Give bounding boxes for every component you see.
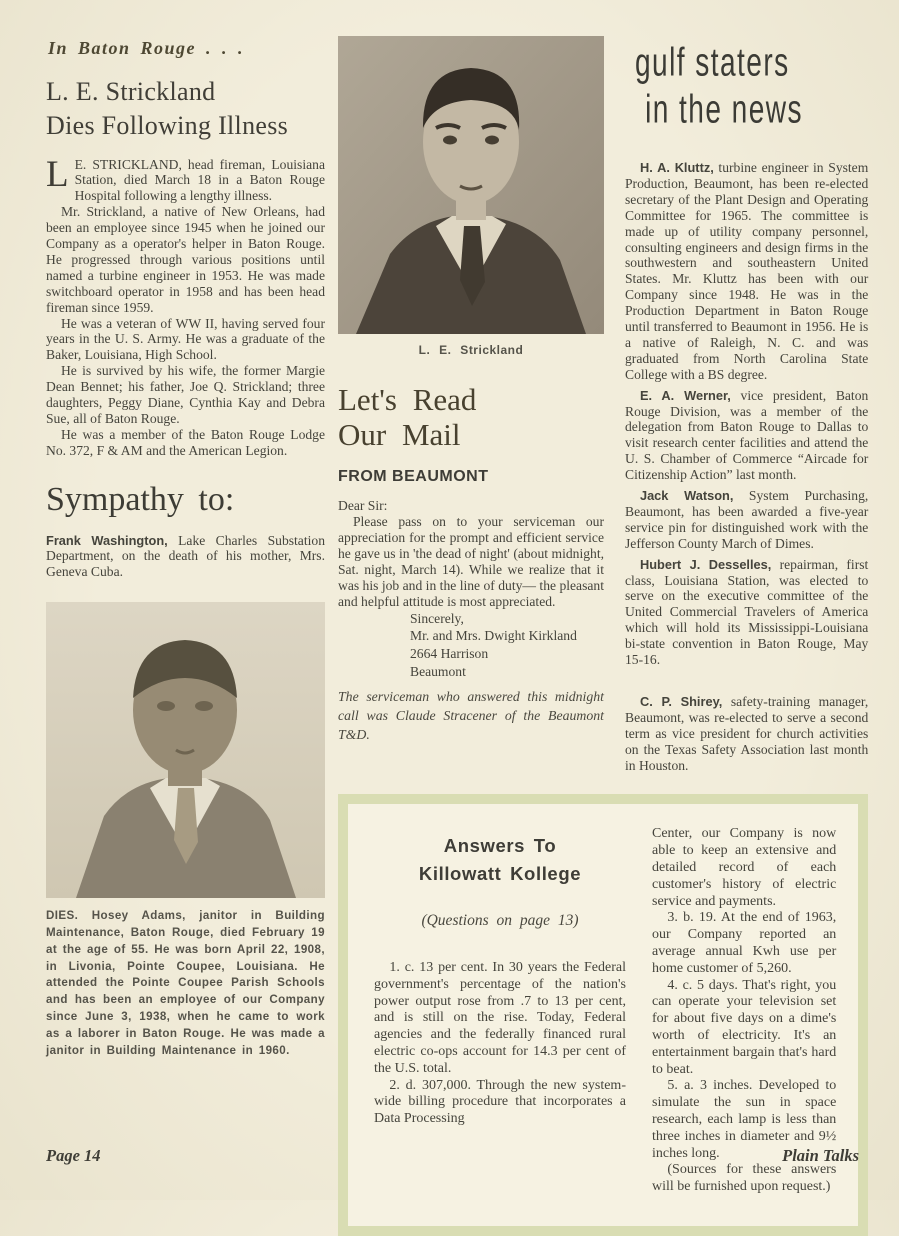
sympathy-name: Frank Washington, bbox=[46, 532, 168, 548]
kollege-column-2 bbox=[652, 826, 836, 1196]
kollege-title-line2: Killowatt Kollege bbox=[418, 863, 582, 885]
news-column bbox=[621, 36, 868, 778]
news-item bbox=[625, 694, 868, 774]
news-heading bbox=[625, 40, 868, 142]
news-item bbox=[625, 488, 868, 552]
headline-line2: Dies Following Illness bbox=[46, 110, 289, 140]
mail-heading-line1: Let's Read bbox=[338, 382, 477, 417]
news-item-name: Jack Watson, bbox=[639, 487, 734, 503]
news-item-text: System Purchasing, Beaumont, has been awarded a five-year service pin for distinguished work with the Jefferson County March of Dimes. bbox=[625, 487, 869, 551]
hosey-adams-portrait-art bbox=[46, 602, 325, 898]
news-item bbox=[625, 160, 868, 383]
adams-caption bbox=[46, 908, 325, 1059]
mail-subhead: FROM BEAUMONT bbox=[338, 468, 489, 486]
strickland-caption: L. E. Strickland bbox=[418, 343, 524, 357]
strickland-photo bbox=[338, 36, 604, 334]
news-item-text: turbine engineer in System Production, Beaumont, has been re-elected secretary of the Plant Design and Operating Committee for 1965. The committee is made up of utility company personnel, consulting engineers and design firms in the southwestern and southeastern United States. Mr. Kluttz has been with our Company since 1948. He was in the Production Department in Baton Rouge until transferred to Beaumont in 1956. He is a native of Raleigh, N. C. and was graduated from North Carolina State College with a BS degree. bbox=[625, 160, 869, 382]
kollege-answer-1: 1. c. 13 per cent. In 30 years the Federal government's percentage of the nation's power output rose from .7 to 13 per cent, and is still on the rise. Today, Federal agencies and the federally financed rural electric co-ops account for 14.3 per cent of the U.S. total. bbox=[374, 959, 626, 1076]
sympathy-heading: Sympathy to: bbox=[46, 480, 235, 518]
mail-postscript: The serviceman who answered this midnight call was Claude Stracener of the Beaumont T&D. bbox=[338, 689, 604, 742]
news-item-text: safety-training manager, Beaumont, was re-elected to serve a second term as vice president for church activities on the Texas Safety Association last month in Houston. bbox=[625, 693, 869, 773]
adams-caption-lead: DIES. bbox=[46, 909, 79, 923]
obituary-paragraph: He is survived by his wife, the former Margie Dean Bennet; his father, Joe Q. Strickland; three daughters, Peggy Diane, Cynthia Kay and Debra Sue, all of Baton Rouge. bbox=[46, 363, 325, 426]
mail-salutation: Dear Sir: bbox=[338, 498, 388, 514]
page-number: Page 14 bbox=[46, 1146, 101, 1165]
obituary-paragraph: He was a veteran of WW II, having served four years in the U. S. Army. He was a graduate of the Baker, Louisiana, High School. bbox=[46, 315, 325, 363]
news-item-name: C. P. Shirey, bbox=[639, 693, 723, 709]
news-item-name: Hubert J. Desselles, bbox=[639, 556, 772, 572]
sympathy-paragraph bbox=[46, 533, 325, 581]
news-item-name: E. A. Werner, bbox=[639, 387, 731, 403]
middle-column bbox=[338, 36, 604, 778]
sympathy-text: Lake Charles Substation Department, on the death of his mother, Mrs. Geneva Cuba. bbox=[46, 532, 325, 580]
news-item-text: repairman, first class, Louisiana Station, was elected to serve on the executive committee of the United Commercial Travelers of America which will hold its Mississippi-Louisiana bi-state convention in Baton Rouge, May 15-16. bbox=[625, 556, 869, 668]
obituary-headline bbox=[46, 75, 325, 143]
mail-heading-line2: Our Mail bbox=[338, 416, 461, 452]
left-column bbox=[46, 36, 325, 1236]
page-footer bbox=[46, 1146, 859, 1166]
kollege-title bbox=[374, 832, 626, 888]
killowatt-kollege-box bbox=[338, 794, 868, 1236]
mail-heading bbox=[338, 383, 604, 452]
news-item bbox=[625, 388, 868, 483]
adams-caption-text: Hosey Adams, janitor in Building Maintenance, Baton Rouge, died February 19 at the age of 55. He was born April 22, 1908, in Livonia, Pointe Coupee, Louisiana. He attended the Pointe Coupee Parish Schools and has been an employee of our Company since June 3, 1938, when he came to work as a laborer in Baton Rouge. He was made a janitor in Building Maintenance in 1960. bbox=[46, 909, 325, 1057]
kollege-answer-3: 3. b. 19. At the end of 1963, our Company reported an average annual Kwh use per home customer of 5,260. bbox=[652, 910, 837, 976]
obituary-paragraph bbox=[46, 153, 325, 205]
mail-signature-4: Beaumont bbox=[410, 663, 466, 679]
obituary-paragraph: He was a member of the Baton Rouge Lodge No. 372, F & AM and the American Legion. bbox=[46, 426, 325, 458]
obituary-text-1: E. STRICKLAND, head fireman, Louisiana Station, died March 18 in a Baton Rouge Hospital following a lengthy illness. bbox=[74, 156, 325, 204]
obituary-paragraph: Mr. Strickland, a native of New Orleans, had been an employee since 1945 when he joined our Company as a operator's helper in Baton Rouge. He progressed through various positions until named a turbine engineer in 1953. He was made switchboard operator in 1958 and has been head fireman since 1959. bbox=[46, 204, 325, 315]
headline-line1: L. E. Strickland bbox=[46, 77, 216, 106]
news-item bbox=[625, 557, 868, 668]
kollege-column-1 bbox=[374, 826, 626, 1196]
news-heading-line1: gulf staters bbox=[635, 41, 790, 85]
hosey-adams-photo bbox=[46, 602, 325, 898]
news-heading-line2: in the news bbox=[645, 87, 803, 132]
kollege-answer-2: 2. d. 307,000. Through the new system-wide billing procedure that incorporates a Data Processing bbox=[374, 1077, 626, 1127]
kollege-answer-5: 5. a. 3 inches. Developed to simulate the sun in space research, each lamp is less than three inches in diameter and 9½ inches long. bbox=[652, 1078, 837, 1161]
publication-name: Plain Talks bbox=[782, 1146, 859, 1165]
kicker: In Baton Rouge . . . bbox=[48, 38, 245, 58]
news-item-text: vice president, Baton Rouge Division, was a member of the delegation from Baton Rouge to Dallas to visit research center facilities and attend the U. S. Chamber of Commerce “Aircade for Citizenship Action” last month. bbox=[625, 387, 869, 483]
kollege-answer-4: 4. c. 5 days. That's right, you can operate your television set for about five days on a dime's worth of electricity. It's an entertainment bargain that's hard to beat. bbox=[652, 977, 837, 1077]
mail-signature-3: 2664 Harrison bbox=[410, 646, 489, 662]
mail-body: Please pass on to your serviceman our appreciation for the prompt and efficient service he gave us in 'the dead of night' (about midnight, Sat. night, March 14). While we realize that it was his job and in the line of duty— the pleasant and helpful attitude is most appreciated. bbox=[338, 514, 604, 609]
right-wrapper bbox=[338, 36, 868, 1236]
kollege-title-line1: Answers To bbox=[443, 835, 557, 857]
kollege-subtitle: (Questions on page 13) bbox=[421, 911, 579, 929]
news-item-name: H. A. Kluttz, bbox=[639, 160, 714, 175]
mail-signature-1: Sincerely, bbox=[410, 610, 464, 626]
kollege-continuation: Center, our Company is now able to keep an extensive and detailed record of each customer's history of electric service and payments. bbox=[652, 826, 837, 909]
kollege-sources-note: (Sources for these answers will be furnished upon request.) bbox=[652, 1162, 837, 1195]
mail-signature-2: Mr. and Mrs. Dwight Kirkland bbox=[410, 628, 577, 644]
strickland-portrait-art bbox=[338, 36, 604, 334]
drop-cap: L bbox=[46, 153, 69, 195]
